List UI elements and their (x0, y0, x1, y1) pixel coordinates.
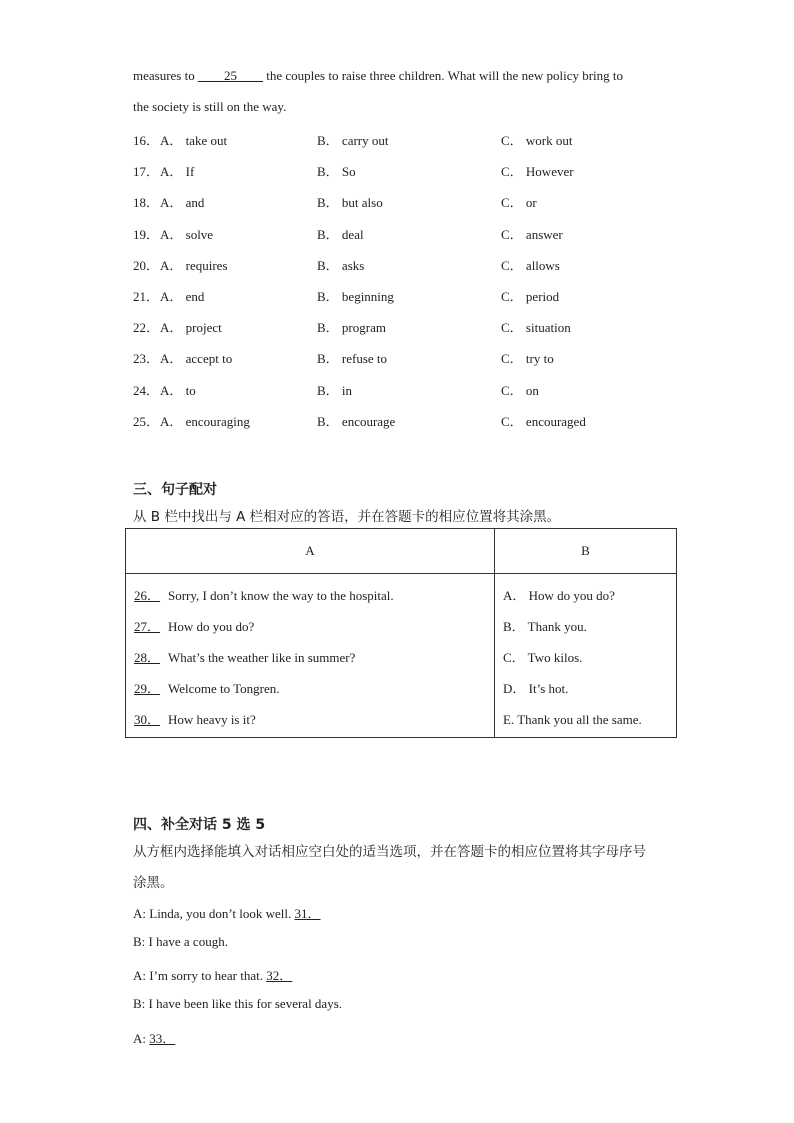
dialogue-text: A: I’m sorry to hear that. (133, 968, 263, 983)
passage-line-1 (133, 68, 623, 84)
dialogue-text: A: (133, 1031, 146, 1046)
option-b: B． So (317, 164, 356, 179)
option-c: C． try to (501, 351, 554, 366)
option-c: C． answer (501, 227, 563, 242)
dialogue-line (133, 996, 342, 1012)
option-a: A． take out (160, 133, 228, 148)
section-3-title: 三、句子配对 (133, 482, 217, 498)
option-row (133, 317, 733, 337)
item-number: 27． (134, 619, 161, 634)
option-b: B． program (317, 320, 386, 335)
section-3-instruction: 从 B 栏中找出与 A 栏相对应的答语，并在答题卡的相应位置将其涂黑。 (133, 509, 561, 525)
option-a: A． accept to (160, 351, 233, 366)
option-c: C． or (501, 195, 537, 210)
option-b: B． asks (317, 258, 365, 273)
dialogue-text: B: I have a cough. (133, 934, 228, 949)
option-row (133, 224, 733, 244)
question-number: 23． (133, 351, 160, 366)
option-c: C． situation (501, 320, 571, 335)
option-row (133, 192, 733, 212)
question-number: 19． (133, 227, 160, 242)
option-b: B． but also (317, 195, 383, 210)
option-row (133, 286, 733, 306)
question-number: 17． (133, 164, 160, 179)
passage-line-2: the society is still on the way. (133, 99, 287, 114)
option-a: A． requires (160, 258, 228, 273)
item-text: Welcome to Tongren. (168, 681, 280, 696)
option-a: A． If (160, 164, 195, 179)
passage-text: the couples to raise three children. What will the new policy bring to (266, 68, 624, 83)
a-item (134, 580, 486, 611)
b-item: A． How do you do? (503, 588, 615, 603)
dialogue-blank-32: 32． (266, 968, 293, 983)
b-item: E. Thank you all the same. (503, 712, 642, 727)
b-item: B． Thank you. (503, 619, 587, 634)
column-a-header: A (126, 529, 495, 574)
dialogue-line (133, 903, 321, 922)
blank-25: ____25____ (197, 68, 263, 83)
option-b: B． refuse to (317, 351, 388, 366)
option-c: C． work out (501, 133, 573, 148)
option-row (133, 411, 733, 431)
item-text: How do you do? (168, 619, 255, 634)
option-c: C． allows (501, 258, 560, 273)
dialogue-line (133, 965, 292, 984)
matching-table (125, 528, 677, 738)
section-4-instruction-line-1: 从方框内选择能填入对话相应空白处的适当选项，并在答题卡的相应位置将其字母序号 (133, 844, 646, 860)
item-number: 29． (134, 681, 161, 696)
item-text: What’s the weather like in summer? (168, 650, 356, 665)
option-b: B． deal (317, 227, 364, 242)
option-row (133, 380, 733, 400)
section-4-instruction-line-2: 涂黑。 (133, 875, 174, 891)
question-number: 24． (133, 383, 160, 398)
option-a: A． and (160, 195, 205, 210)
option-row (133, 161, 733, 181)
item-text: Sorry, I don’t know the way to the hospital. (168, 588, 394, 603)
option-a: A． to (160, 383, 196, 398)
dialogue-line (133, 1028, 175, 1047)
option-c: C． encouraged (501, 414, 586, 429)
option-row (133, 255, 733, 275)
a-item (134, 704, 486, 735)
b-item: D． It’s hot. (503, 681, 569, 696)
option-b: B． encourage (317, 414, 396, 429)
item-number: 28． (134, 650, 161, 665)
dialogue-blank-31: 31． (294, 906, 321, 921)
a-item (134, 611, 486, 642)
a-item (134, 642, 486, 673)
item-number: 30． (134, 712, 161, 727)
dialogue-blank-33: 33． (149, 1031, 176, 1046)
dialogue-text: A: Linda, you don’t look well. (133, 906, 292, 921)
a-item (134, 673, 486, 704)
dialogue-line (133, 934, 228, 950)
question-number: 18． (133, 195, 160, 210)
column-a-cell (126, 574, 495, 738)
option-a: A． encouraging (160, 414, 250, 429)
item-text: How heavy is it? (168, 712, 256, 727)
question-number: 16． (133, 133, 160, 148)
option-c: C． However (501, 164, 574, 179)
option-a: A． solve (160, 227, 214, 242)
option-b: B． beginning (317, 289, 394, 304)
option-row (133, 348, 733, 368)
question-number: 20． (133, 258, 160, 273)
option-b: B． in (317, 383, 353, 398)
option-a: A． end (160, 289, 205, 304)
option-row (133, 130, 733, 150)
section-4-title: 四、补全对话 5 选 5 (133, 817, 266, 833)
b-item: C． Two kilos. (503, 650, 583, 665)
column-b-header: B (495, 529, 677, 574)
column-b-cell (495, 574, 677, 738)
question-number: 25． (133, 414, 160, 429)
passage-text: measures to (133, 68, 195, 83)
option-b: B． carry out (317, 133, 389, 148)
option-c: C． period (501, 289, 560, 304)
item-number: 26． (134, 588, 161, 603)
dialogue-text: B: I have been like this for several days. (133, 996, 343, 1011)
option-a: A． project (160, 320, 222, 335)
question-number: 21． (133, 289, 160, 304)
question-number: 22． (133, 320, 160, 335)
option-c: C． on (501, 383, 539, 398)
